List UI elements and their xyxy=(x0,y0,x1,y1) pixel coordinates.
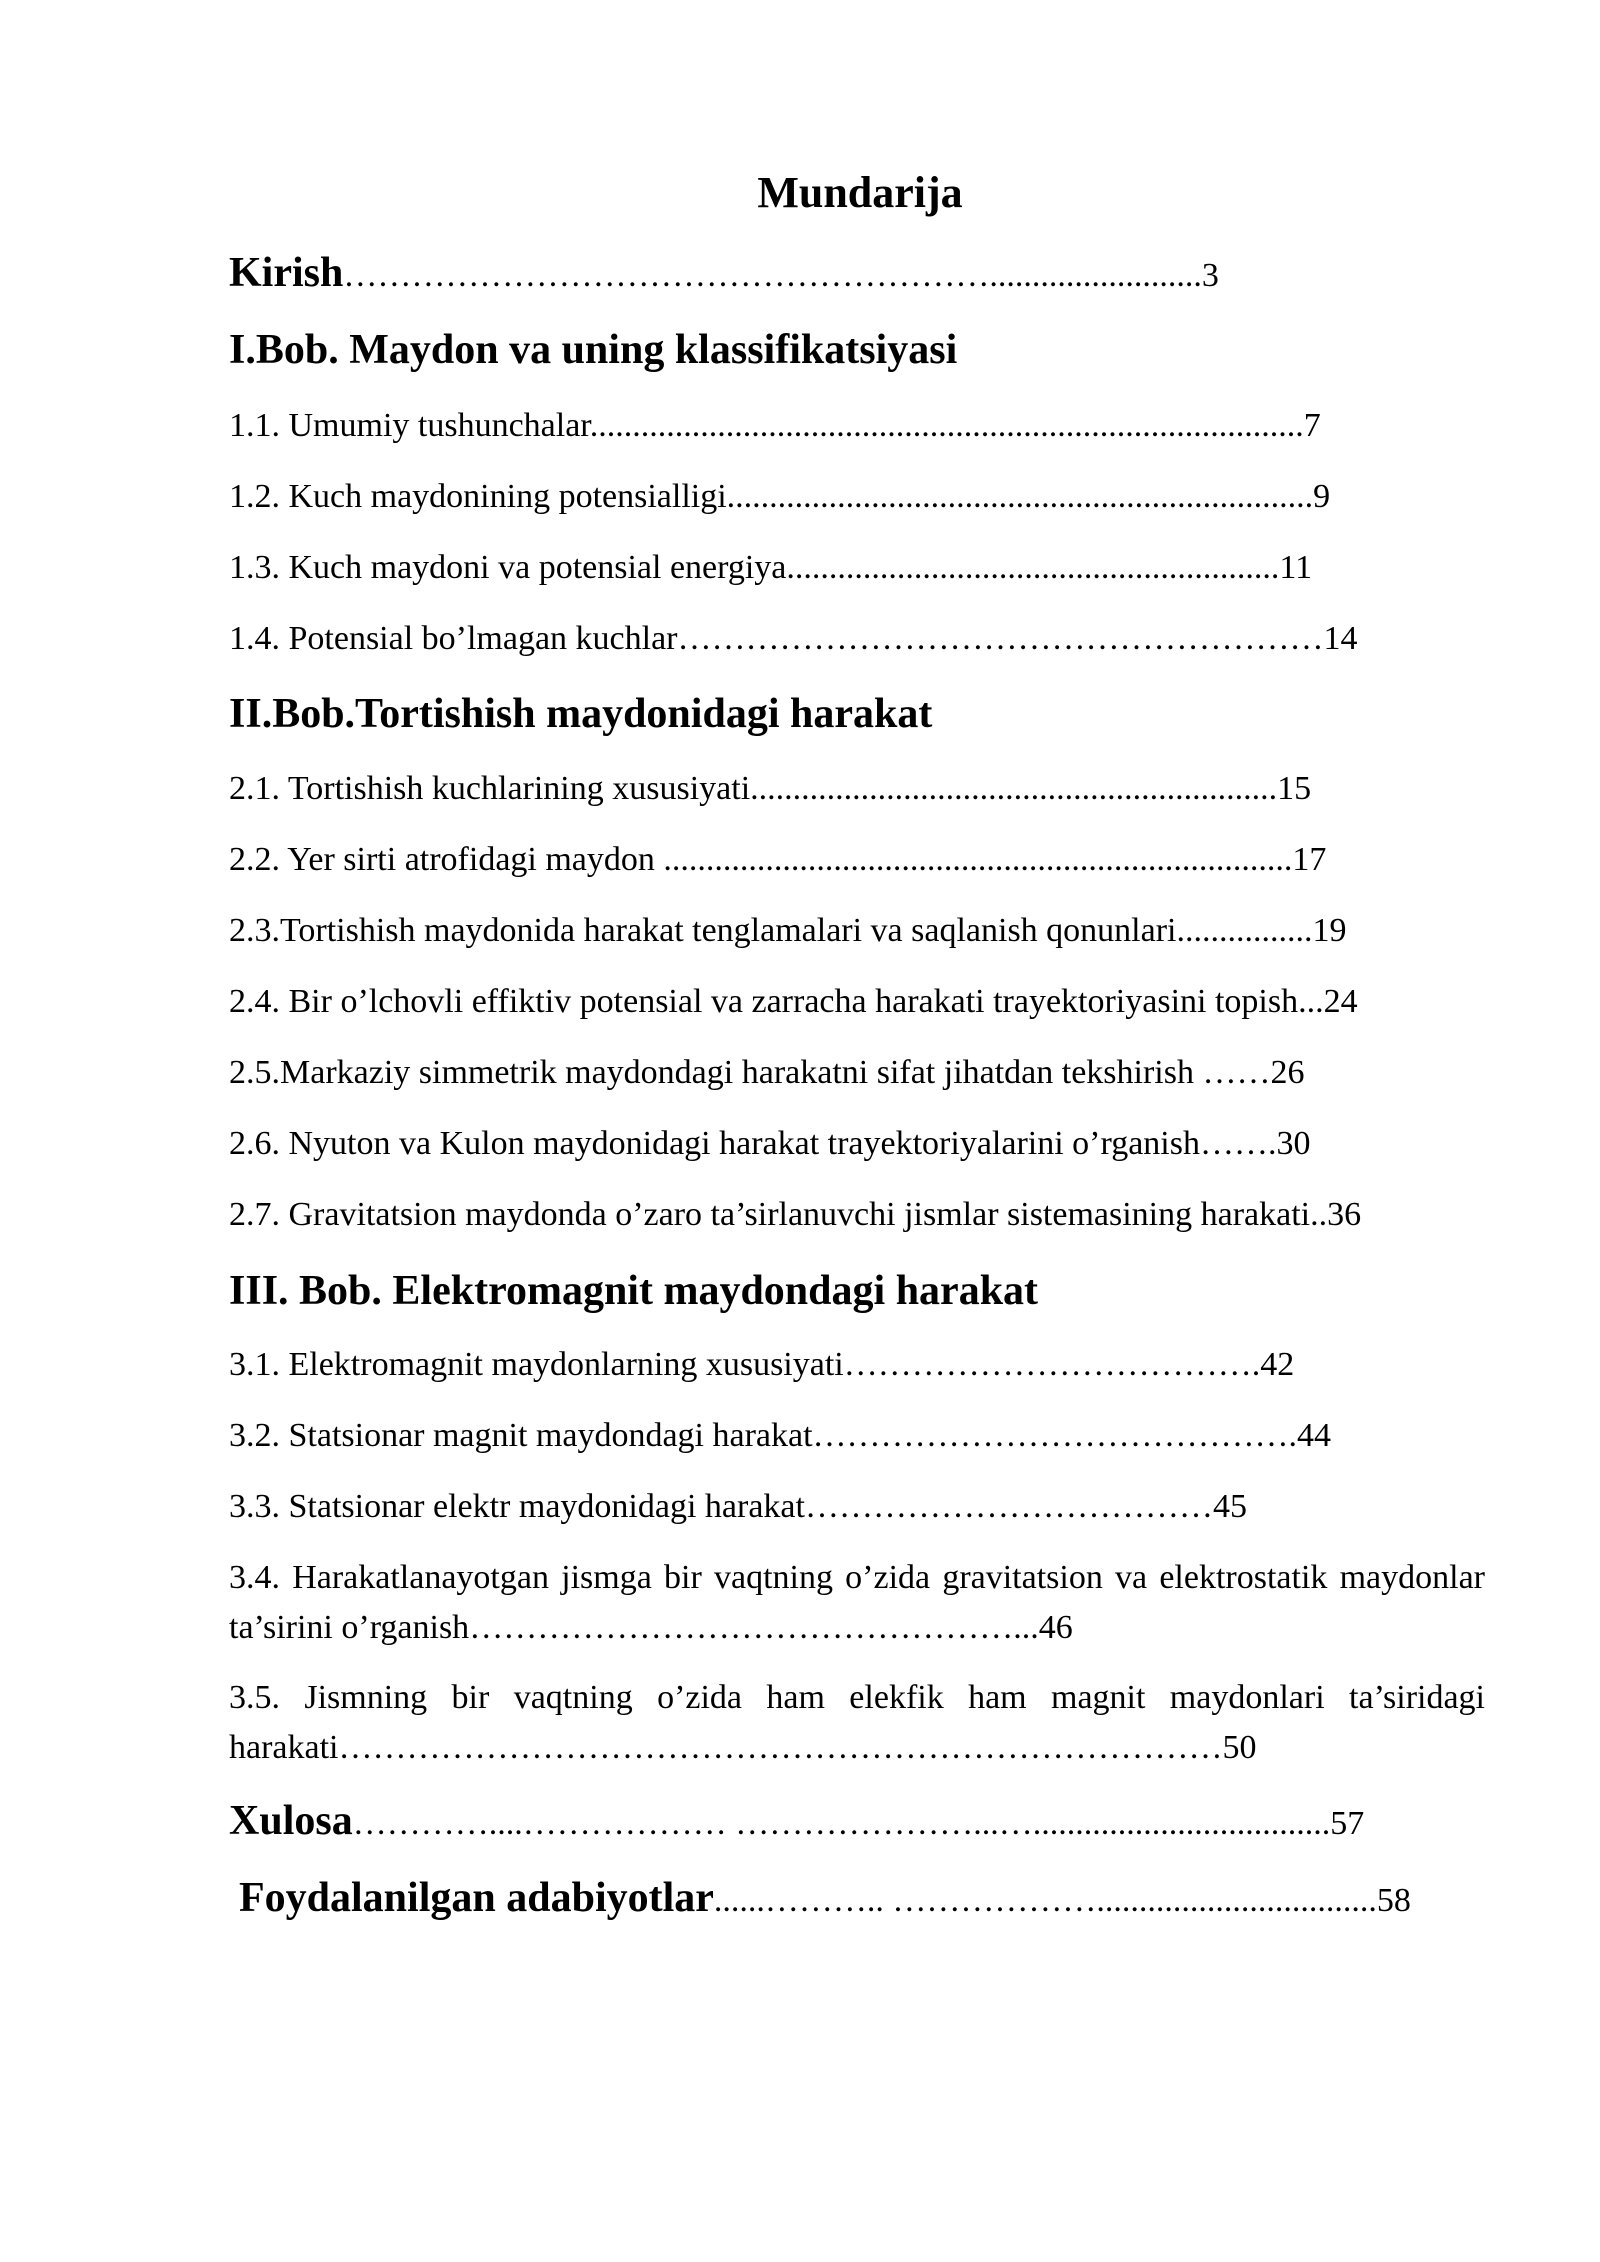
page-number: 46 xyxy=(1038,1609,1073,1646)
entry-label: 1.2. Kuch maydonining potensialligi xyxy=(229,478,727,515)
page-number: 45 xyxy=(1212,1488,1247,1525)
page-number: 50 xyxy=(1222,1729,1257,1766)
dot-leader: ......……….. ………………................................. xyxy=(713,1882,1377,1919)
entry-label: Xulosa xyxy=(229,1798,353,1844)
toc-entry-2-2 xyxy=(229,838,1326,882)
page-number: 9 xyxy=(1313,478,1331,515)
page-number: 7 xyxy=(1303,407,1321,444)
entry-label: 3.1. Elektromagnit maydonlarning xususiyati xyxy=(229,1346,844,1383)
page-number: 30 xyxy=(1276,1125,1311,1162)
toc-entry-3-5 xyxy=(229,1673,1485,1773)
page-number: 14 xyxy=(1323,620,1358,657)
page-number: 42 xyxy=(1260,1346,1295,1383)
chapter-heading-1: I.Bob. Maydon va uning klassifikatsiyasi xyxy=(229,327,958,373)
toc-entry-2-7 xyxy=(229,1193,1361,1237)
toc-entry-3-4 xyxy=(229,1553,1485,1653)
dot-leader: …………………………………………………………………… xyxy=(338,1729,1223,1766)
dot-leader: ................ xyxy=(1176,912,1313,949)
entry-label: 2.7. Gravitatsion maydonda o’zaro ta’sirlanuvchi jismlar sistemasining harakati xyxy=(229,1196,1311,1233)
page-number: 57 xyxy=(1330,1805,1365,1842)
page-number: 44 xyxy=(1297,1417,1332,1454)
dot-leader: …………………………………………... xyxy=(469,1609,1039,1646)
dot-leader: ………………………………. xyxy=(843,1346,1261,1383)
entry-label: 2.4. Bir o’lchovli effiktiv potensial va zarracha harakati trayektoriyasini topish xyxy=(229,983,1299,1020)
entry-label: Kirish xyxy=(229,250,344,296)
toc-entry-3-2 xyxy=(229,1414,1331,1458)
page-number: 36 xyxy=(1327,1196,1362,1233)
entry-label: 3.2. Statsionar magnit maydondagi harakat xyxy=(229,1417,813,1454)
chapter-heading-3: III. Bob. Elektromagnit maydondagi harakat xyxy=(229,1268,1039,1314)
toc-entry-2-6 xyxy=(229,1122,1310,1166)
toc-entry-1-4 xyxy=(229,617,1358,661)
toc-title: Mundarija xyxy=(757,168,963,217)
entry-label: 2.2. Yer sirti atrofidagi maydon xyxy=(229,841,655,878)
page-number: 17 xyxy=(1292,841,1327,878)
toc-entry-1-2 xyxy=(229,475,1330,519)
entry-label: 1.3. Kuch maydoni va potensial energiya xyxy=(229,549,787,586)
dot-leader: ………………………………………………… xyxy=(677,620,1324,657)
toc-entry-1-1 xyxy=(229,404,1321,448)
dot-leader: ..................................................................... xyxy=(726,478,1314,515)
dot-leader: .. xyxy=(1310,1196,1328,1233)
entry-label: 1.4. Potensial bo’lmagan kuchlar xyxy=(229,620,678,657)
toc-entry-2-4 xyxy=(229,980,1358,1024)
page-number: 3 xyxy=(1201,257,1219,294)
page-number: 19 xyxy=(1312,912,1347,949)
entry-label: Foydalanilgan adabiyotlar xyxy=(239,1875,714,1921)
page-number: 15 xyxy=(1277,770,1312,807)
dot-leader: .......................................................................... xyxy=(654,841,1293,878)
toc-entry-xulosa xyxy=(229,1793,1364,1852)
dot-leader: ... xyxy=(1298,983,1324,1020)
toc-entry-2-1 xyxy=(229,767,1311,811)
chapter-heading-2: II.Bob.Tortishish maydonidagi harakat xyxy=(229,691,933,737)
dot-leader: .................................................................................... xyxy=(589,407,1304,444)
page-number: 24 xyxy=(1323,983,1358,1020)
entry-label: 3.5. Jismning bir vaqtning o’zida ham elekfik ham magnit maydonlari ta’siridagi harakati xyxy=(229,1679,1485,1766)
dot-leader: ……………………………………. xyxy=(812,1417,1298,1454)
entry-label: 3.4. Harakatlanayotgan jismga bir vaqtning o’zida gravitatsion va elektrostatik maydonlar ta’sirini o’rganish xyxy=(229,1559,1485,1646)
dot-leader: .......................................................... xyxy=(786,549,1280,586)
dot-leader: ……………………………… xyxy=(804,1488,1213,1525)
dot-leader: …… xyxy=(1193,1054,1271,1091)
toc-entry-1-3 xyxy=(229,546,1312,590)
dot-leader: .............................................................. xyxy=(750,770,1278,807)
toc-entry-3-3 xyxy=(229,1485,1247,1529)
toc-entry-3-1 xyxy=(229,1343,1294,1387)
page-number: 58 xyxy=(1376,1882,1411,1919)
entry-label: 1.1. Umumiy tushunchalar xyxy=(229,407,590,444)
toc-entry-2-3 xyxy=(229,909,1346,953)
dot-leader: ……. xyxy=(1199,1125,1277,1162)
toc-entry-2-5 xyxy=(229,1051,1304,1095)
toc-entry-adabiyotlar xyxy=(239,1870,1411,1929)
page-number: 11 xyxy=(1279,549,1313,586)
entry-label: 2.3.Tortishish maydonida harakat tenglamalari va saqlanish qonunlari xyxy=(229,912,1177,949)
toc-entry-kirish xyxy=(229,245,1219,304)
entry-label: 2.5.Markaziy simmetrik maydondagi harakatni sifat jihatdan tekshirish xyxy=(229,1054,1194,1091)
entry-label: 3.3. Statsionar elektr maydonidagi harakat xyxy=(229,1488,805,1525)
dot-leader: …………………………………………………......................... xyxy=(343,257,1202,294)
entry-label: 2.1. Tortishish kuchlarining xususiyati xyxy=(229,770,751,807)
dot-leader: …………....……………… …………………...…................................... xyxy=(352,1805,1331,1842)
page-number: 26 xyxy=(1270,1054,1305,1091)
entry-label: 2.6. Nyuton va Kulon maydonidagi harakat trayektoriyalarini o’rganish xyxy=(229,1125,1200,1162)
